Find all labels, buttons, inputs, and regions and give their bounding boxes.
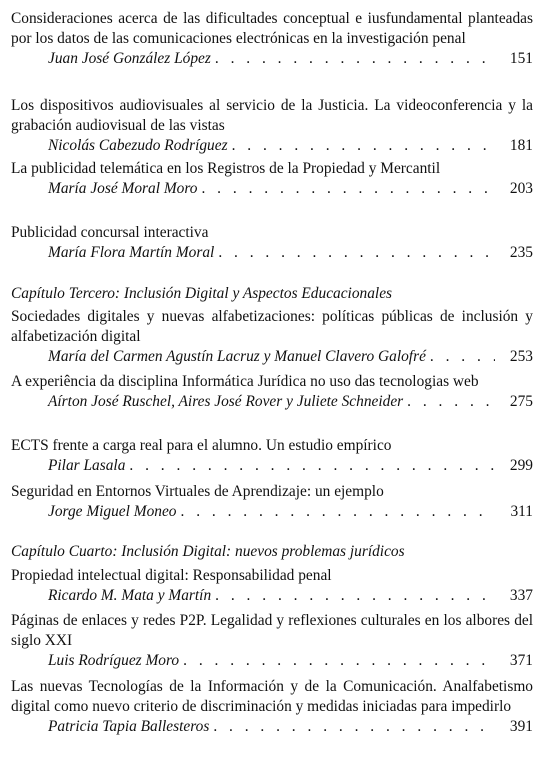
entry-author: María Flora Martín Moral: [48, 244, 215, 261]
entry-page-number: 311: [510, 503, 533, 520]
entry-title: Páginas de enlaces y redes P2P. Legalidad y reflexiones culturales en los albores del siglo XXI: [11, 612, 533, 649]
entry-meta: [11, 392, 533, 412]
entry-meta: [11, 49, 533, 69]
toc-entry: [11, 9, 533, 69]
entry-page-number: 391: [509, 718, 533, 735]
toc-entry: [11, 159, 533, 199]
entry-title: Los dispositivos audiovisuales al servicio de la Justicia. La videoconferencia y la grabación audiovisual de las vistas: [11, 97, 533, 134]
dot-leader: [407, 392, 495, 412]
chapter-heading: Capítulo Tercero: Inclusión Digital y Aspectos Educacionales: [11, 285, 393, 302]
entry-author: Pilar Lasala: [48, 457, 126, 474]
entry-author: Luis Rodríguez Moro: [48, 652, 180, 669]
entry-meta: [11, 243, 533, 263]
dot-leader: [215, 49, 495, 69]
entry-author: Ricardo M. Mata y Martín: [48, 587, 212, 604]
entry-page-number: 371: [509, 652, 533, 669]
entry-meta: [11, 136, 533, 156]
entry-title: A experiência da disciplina Informática Jurídica no uso das tecnologias web: [11, 373, 479, 390]
dot-leader: [430, 347, 495, 367]
entry-meta: [11, 651, 533, 671]
entry-title: Seguridad en Entornos Virtuales de Aprendizaje: un ejemplo: [11, 483, 384, 500]
entry-meta: [11, 502, 533, 522]
entry-author: Patricia Tapia Ballesteros: [48, 718, 210, 735]
entry-page-number: 235: [509, 244, 533, 261]
dot-leader: [181, 502, 496, 522]
dot-leader: [218, 243, 495, 263]
entry-meta: [11, 717, 533, 737]
toc-entry: [11, 223, 533, 263]
dot-leader: [129, 456, 495, 476]
dot-leader: [183, 651, 495, 671]
entry-title: Las nuevas Tecnologías de la Información y de la Comunicación. Analfabetismo digital como nuevo criterio de discriminación y medidas iniciadas para impedirlo: [11, 678, 533, 715]
entry-page-number: 337: [509, 587, 533, 604]
toc-entry: [11, 482, 533, 522]
dot-leader: [213, 717, 495, 737]
toc-entry: [11, 307, 533, 367]
entry-title: Sociedades digitales y nuevas alfabetizaciones: políticas públicas de inclusión y alfabetización digital: [11, 308, 533, 345]
entry-title: Publicidad concursal interactiva: [11, 224, 209, 241]
entry-meta: [11, 586, 533, 606]
entry-author: Aírton José Ruschel, Aires José Rover y Juliete Schneider: [48, 393, 404, 410]
entry-page-number: 151: [509, 50, 533, 67]
toc-entry: [11, 372, 533, 412]
entry-page-number: 253: [509, 348, 533, 365]
entry-meta: [11, 179, 533, 199]
entry-page-number: 203: [509, 180, 533, 197]
entry-meta: [11, 456, 533, 476]
entry-page-number: 181: [509, 137, 533, 154]
entry-title: Propiedad intelectual digital: Responsabilidad penal: [11, 567, 332, 584]
entry-title: La publicidad telemática en los Registros de la Propiedad y Mercantil: [11, 160, 441, 177]
entry-author: Nicolás Cabezudo Rodríguez: [48, 137, 228, 154]
entry-meta: [11, 347, 533, 367]
toc-entry: [11, 611, 533, 671]
dot-leader: [232, 136, 495, 156]
dot-leader: [201, 179, 495, 199]
entry-title: ECTS frente a carga real para el alumno. Un estudio empírico: [11, 437, 392, 454]
dot-leader: [215, 586, 495, 606]
chapter-heading: Capítulo Cuarto: Inclusión Digital: nuevos problemas jurídicos: [11, 543, 405, 560]
entry-page-number: 299: [509, 457, 533, 474]
toc-entry: [11, 96, 533, 156]
toc-entry: [11, 677, 533, 737]
entry-author: María José Moral Moro: [48, 180, 198, 197]
entry-author: Jorge Miguel Moneo: [48, 503, 177, 520]
toc-entry: [11, 566, 533, 606]
entry-author: María del Carmen Agustín Lacruz y Manuel Clavero Galofré: [48, 348, 426, 365]
toc-entry: [11, 436, 533, 476]
entry-page-number: 275: [509, 393, 533, 410]
entry-author: Juan José González López: [48, 50, 211, 67]
entry-title: Consideraciones acerca de las dificultades conceptual e iusfundamental planteadas por los datos de las comunicaciones electrónicas en la investigación penal: [11, 10, 533, 47]
